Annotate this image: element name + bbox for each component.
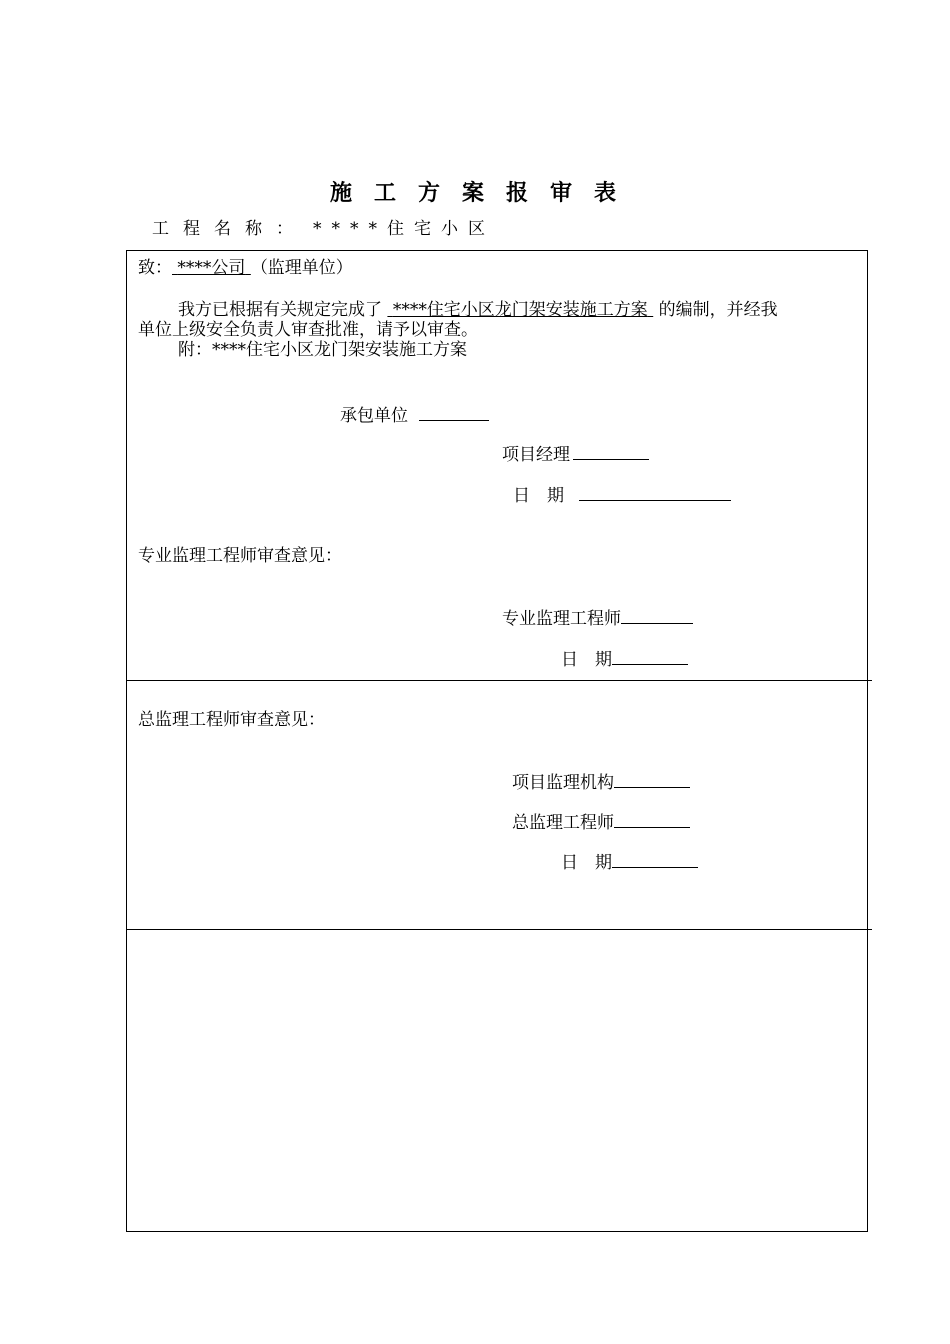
org-signature: [512, 771, 690, 793]
date-blank-3[interactable]: [612, 851, 698, 868]
contractor-label: 承包单位: [340, 406, 408, 426]
addressee-prefix: 致：: [138, 258, 172, 278]
chief-label: 总监理工程师: [512, 813, 614, 833]
date-blank-2[interactable]: [612, 648, 688, 665]
addressee-company: ****公司: [177, 258, 246, 278]
body-prefix: 我方已根据有关规定完成了: [178, 300, 382, 320]
date-row-1: [513, 484, 731, 506]
project-name-value: ****住宅小区: [313, 219, 495, 239]
plan-name: ****住宅小区龙门架安装施工方案: [392, 300, 648, 320]
pm-signature: [502, 443, 649, 465]
chief-signature: [512, 811, 690, 833]
chief-opinion-label: 总监理工程师审查意见：: [138, 710, 325, 730]
date-label-3: 日 期: [561, 853, 612, 873]
specialist-label: 专业监理工程师: [502, 609, 621, 629]
chief-blank[interactable]: [614, 811, 690, 828]
org-blank[interactable]: [614, 771, 690, 788]
form-table: [126, 250, 868, 1232]
pm-blank[interactable]: [573, 443, 649, 460]
specialist-blank[interactable]: [621, 607, 693, 624]
section-divider-1: [126, 680, 872, 681]
body-suffix: 的编制，并经我: [658, 300, 778, 320]
date-blank-1[interactable]: [579, 484, 731, 501]
specialist-opinion-label: 专业监理工程师审查意见：: [138, 546, 342, 566]
date-label-1: 日 期: [513, 486, 564, 506]
contractor-signature: [340, 404, 489, 426]
attachment-line: 附：****住宅小区龙门架安装施工方案: [178, 340, 467, 360]
addressee-line: [138, 258, 353, 278]
contractor-blank[interactable]: [419, 404, 489, 421]
document-title: 施工方案报审表: [329, 181, 638, 206]
body-line-2: 单位上级安全负责人审查批准，请予以审查。: [138, 320, 478, 340]
org-label: 项目监理机构: [512, 773, 614, 793]
date-row-3: [561, 851, 698, 873]
specialist-signature: [502, 607, 693, 629]
date-label-2: 日 期: [561, 650, 612, 670]
body-line-1: [178, 300, 778, 320]
project-name-label: 工程名称：: [152, 219, 307, 239]
project-name-line: [152, 214, 495, 239]
pm-label: 项目经理: [502, 445, 570, 465]
section-divider-2: [126, 929, 872, 930]
addressee-suffix: （监理单位）: [250, 258, 353, 278]
date-row-2: [561, 648, 688, 670]
